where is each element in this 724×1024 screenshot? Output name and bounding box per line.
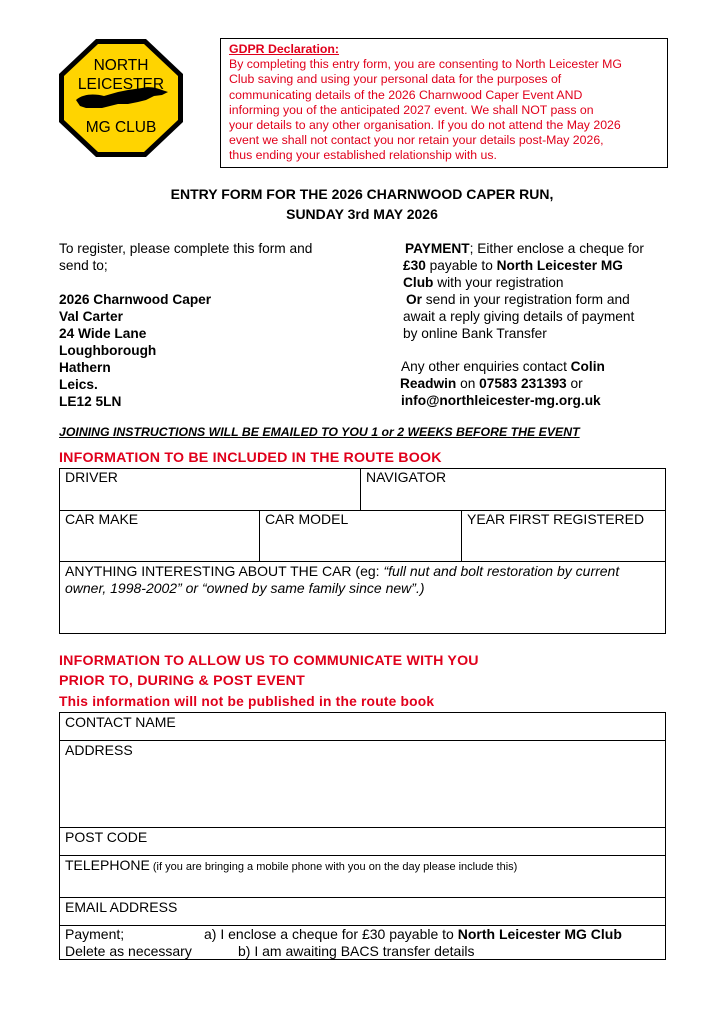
- year-registered-field[interactable]: YEAR FIRST REGISTERED: [467, 511, 645, 527]
- gdpr-heading: GDPR Declaration:: [229, 42, 340, 56]
- page-title: ENTRY FORM FOR THE 2026 CHARNWOOD CAPER RUN,: [170, 186, 554, 202]
- gdpr-line: Club saving and using your personal data for the purposes of: [229, 72, 562, 87]
- page-subtitle: SUNDAY 3rd MAY 2026: [286, 206, 438, 222]
- payee-name: Club: [403, 275, 434, 290]
- gdpr-declaration: [220, 38, 668, 168]
- payment-option-b[interactable]: b) I am awaiting BACS transfer details: [238, 943, 475, 959]
- navigator-field[interactable]: NAVIGATOR: [366, 469, 447, 485]
- payment-label: PAYMENT: [405, 241, 470, 256]
- contact-email: info@northleicester-mg.org.uk: [401, 393, 601, 408]
- contact-person: Colin: [570, 359, 605, 374]
- enquiries: [401, 358, 605, 409]
- interesting-example: “full nut and bolt restoration by current: [383, 563, 620, 579]
- gdpr-line: thus ending your established relationship with us.: [229, 148, 497, 163]
- route-book-heading: INFORMATION TO BE INCLUDED IN THE ROUTE BOOK: [59, 450, 442, 466]
- logo-line-3: MG CLUB: [85, 119, 157, 136]
- address-line: Hathern: [59, 360, 111, 375]
- payment-text: ; Either enclose a cheque for: [469, 241, 644, 256]
- contact-heading-2: PRIOR TO, DURING & POST EVENT: [59, 673, 305, 689]
- postcode-field[interactable]: POST CODE: [65, 829, 148, 845]
- address-line: Loughborough: [59, 343, 157, 358]
- gdpr-line: your details to any other organisation. If you do not attend the May 2026: [229, 118, 621, 133]
- option-a-text: a) I enclose a cheque for £30 payable to: [204, 926, 458, 942]
- register-intro-line: To register, please complete this form and: [59, 241, 313, 256]
- car-make-field[interactable]: CAR MAKE: [65, 511, 139, 527]
- postal-address: [59, 291, 211, 410]
- interesting-label: ANYTHING INTERESTING ABOUT THE CAR (eg:: [65, 563, 384, 579]
- payment-text: by online Bank Transfer: [403, 326, 547, 341]
- contact-phone: 07583 231393: [479, 376, 567, 391]
- contact-name-field[interactable]: CONTACT NAME: [65, 714, 176, 730]
- payee-name: North Leicester MG: [496, 258, 623, 273]
- payment-amount: £30: [403, 258, 426, 273]
- payment-text: await a reply giving details of payment: [403, 309, 635, 324]
- gdpr-line: communicating details of the 2026 Charnwood Caper Event AND: [229, 87, 583, 102]
- delete-note: Delete as necessary: [65, 943, 192, 959]
- address-line: LE12 5LN: [59, 394, 122, 409]
- register-intro-line: send to;: [59, 258, 108, 273]
- payment-label-cell: [65, 926, 192, 960]
- enquiries-text: or: [566, 376, 583, 391]
- payment-text: send in your registration form and: [421, 292, 630, 307]
- address-field[interactable]: ADDRESS: [65, 742, 133, 758]
- register-intro: [59, 240, 312, 274]
- option-a-payee: North Leicester MG Club: [457, 926, 622, 942]
- contact-person: Readwin: [400, 376, 457, 391]
- driver-field[interactable]: DRIVER: [65, 469, 118, 485]
- address-line: Leics.: [59, 377, 98, 392]
- payment-or: Or: [406, 292, 422, 307]
- telephone-field[interactable]: [59, 856, 523, 877]
- gdpr-line: By completing this entry form, you are consenting to North Leicester MG: [229, 57, 622, 72]
- enquiries-text: Any other enquiries contact: [401, 359, 571, 374]
- interesting-example: owner, 1998-2002” or “owned by same family since new”.): [65, 580, 425, 596]
- telephone-note: (if you are bringing a mobile phone with you on the day please include this): [149, 861, 518, 873]
- contact-note: This information will not be published in the route book: [59, 694, 435, 709]
- telephone-label: TELEPHONE: [65, 857, 150, 873]
- logo-line-1: NORTH: [93, 57, 149, 74]
- gdpr-line: informing you of the anticipated 2027 event. We shall NOT pass on: [229, 102, 594, 117]
- gdpr-line: event we shall not contact you nor retain your details post-May 2026,: [229, 133, 604, 148]
- payment-row-label: Payment;: [65, 926, 125, 942]
- logo-line-2: LEICESTER: [77, 76, 165, 93]
- joining-instructions: JOINING INSTRUCTIONS WILL BE EMAILED TO YOU 1 or 2 WEEKS BEFORE THE EVENT: [59, 425, 580, 439]
- route-book-table: [59, 468, 666, 634]
- enquiries-text: on: [456, 376, 480, 391]
- payment-text: with your registration: [433, 275, 564, 290]
- club-logo: [58, 38, 184, 158]
- car-interesting-field[interactable]: [59, 562, 659, 598]
- address-line: Val Carter: [59, 309, 123, 324]
- address-line: 24 Wide Lane: [59, 326, 147, 341]
- address-line: 2026 Charnwood Caper: [59, 292, 212, 307]
- contact-heading: INFORMATION TO ALLOW US TO COMMUNICATE WITH YOU: [59, 653, 479, 669]
- car-model-field[interactable]: CAR MODEL: [265, 511, 349, 527]
- payment-instructions: [403, 240, 644, 342]
- payment-text: payable to: [425, 258, 497, 273]
- email-field[interactable]: EMAIL ADDRESS: [65, 899, 178, 915]
- payment-option-a[interactable]: [204, 926, 622, 943]
